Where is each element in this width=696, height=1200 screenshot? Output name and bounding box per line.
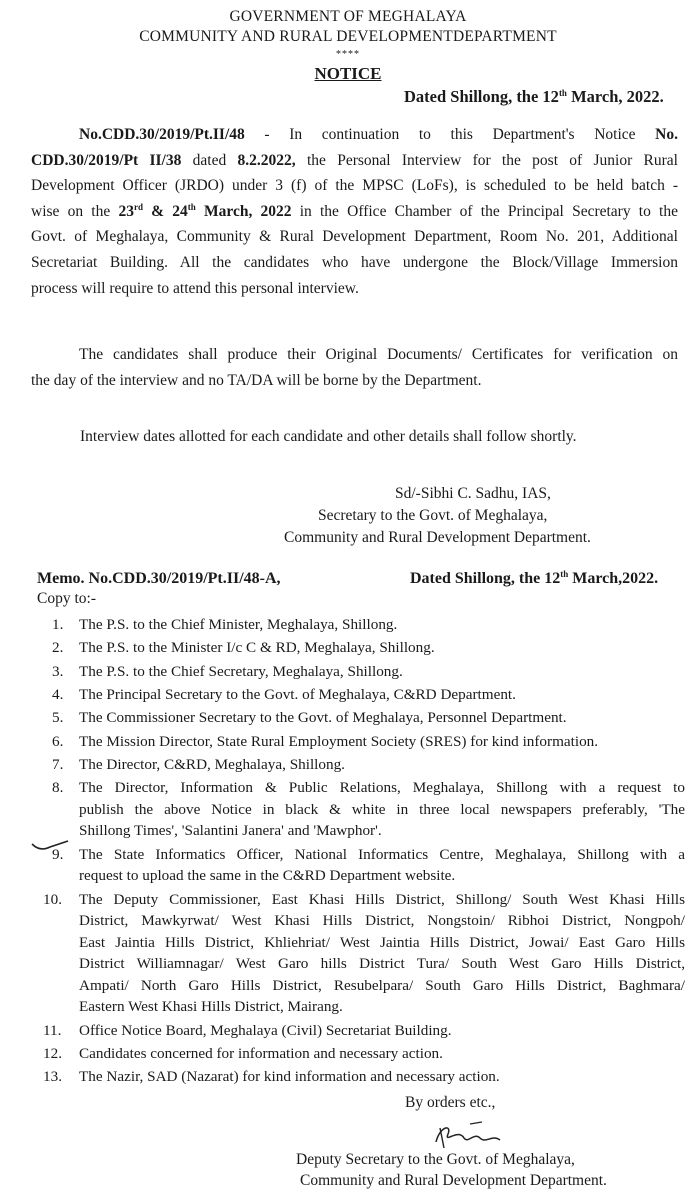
department-title: COMMUNITY AND RURAL DEVELOPMENTDEPARTMENT: [139, 28, 557, 45]
copy-list-text: The Principal Secretary to the Govt. of Meghalaya, C&RD Department.: [79, 685, 516, 703]
copy-list-number: 3.: [52, 662, 64, 680]
copy-list-text: The P.S. to the Chief Secretary, Meghalaya, Shillong.: [79, 662, 403, 680]
government-title: GOVERNMENT OF MEGHALAYA: [229, 8, 467, 25]
copy-to-label: Copy to:-: [37, 590, 96, 607]
memo-date: Dated Shillong, the 12th March,2022.: [410, 569, 659, 587]
copy-list-number: 1.: [52, 616, 64, 633]
copy-list-text: The Director, Information & Public Relations, Meghalaya, Shillong with a request to: [79, 779, 685, 797]
copy-list-number: 5.: [52, 709, 64, 727]
copy-list-text: The Nazir, SAD (Nazarat) for kind information and necessary action.: [79, 1068, 500, 1086]
copy-list-number: 12.: [43, 1045, 62, 1063]
copy-list-text: The Director, C&RD, Meghalaya, Shillong.: [79, 755, 345, 773]
deputy-title: Deputy Secretary to the Govt. of Meghalaya,: [296, 1151, 575, 1168]
handwritten-signature: [430, 1118, 520, 1152]
copy-list-text: East Jaintia Hills District, Khliehriat/ West Jaintia Hills District, Jowai/ East Garo Hills: [79, 933, 685, 951]
notice-paragraph-1: No.CDD.30/2019/Pt.II/48 - In continuation to this Department's Notice No. CDD.30/2019/Pt II/38 dated 8.2.2022, the Personal Interview for the post of Junior Rural Development Officer (JRDO) under 3 (f) of the MPSC (LoFs), is scheduled to be held batch - wise on the 23rd & 24th March, 2022 in the Office Chamber of the Principal Secretary to the Govt. of Meghalaya, Community & Rural Development Department, Room No. 201, Additional Secretariat Building. All the candidates who have undergone the Block/Village Immersion process will require to attend this personal interview.: [31, 126, 678, 297]
copy-list-text: publish the above Notice in black & white in three local newspapers preferably, 'The: [79, 800, 685, 818]
copy-list-text: District Williamnagar/ West Garo hills District Tura/ South West Garo Hills District,: [79, 955, 685, 973]
copy-list-number: 13.: [43, 1068, 62, 1086]
copy-list-text: Office Notice Board, Meghalaya (Civil) Secretariat Building.: [79, 1021, 452, 1039]
signatory-department: Community and Rural Development Department.: [284, 529, 591, 546]
copy-list-number: 8.: [52, 779, 64, 797]
copy-list-number: 2.: [52, 639, 64, 657]
copy-list-text: The P.S. to the Minister I/c C & RD, Meghalaya, Shillong.: [79, 639, 435, 657]
header-stars: ****: [336, 49, 360, 60]
copy-list-number: 10.: [43, 890, 62, 908]
copy-list-text: Shillong Times', 'Salantini Janera' and 'Mawphor'.: [79, 822, 382, 840]
copy-list-text: The P.S. to the Chief Minister, Meghalaya, Shillong.: [79, 616, 398, 633]
copy-list-number: 11.: [43, 1021, 62, 1039]
copy-list-text: Eastern West Khasi Hills District, Mairang.: [79, 998, 343, 1016]
notice-date: Dated Shillong, the 12th March, 2022.: [404, 87, 664, 106]
copy-list-text: The Mission Director, State Rural Employment Society (SRES) for kind information.: [79, 732, 599, 750]
copy-list-number: 6.: [52, 732, 64, 750]
copy-list-number: 4.: [52, 685, 64, 703]
by-orders-text: By orders etc.,: [405, 1094, 496, 1111]
copy-list-number: 7.: [52, 755, 64, 773]
notice-heading: NOTICE: [314, 64, 382, 83]
signatory-name: Sd/-Sibhi C. Sadhu, IAS,: [395, 485, 551, 502]
copy-list-text: Ampati/ North Garo Hills District, Resubelpara/ South Garo Hills District, Baghmara/: [79, 976, 685, 994]
copy-list-text: request to upload the same in the C&RD Department website.: [79, 867, 456, 885]
memo-reference: Memo. No.CDD.30/2019/Pt.II/48-A,: [37, 570, 281, 587]
copy-list-text: District, Mawkyrwat/ West Khasi Hills District, Nongstoin/ Ribhoi District, Nongpoh/: [79, 912, 685, 930]
notice-paragraph-2: The candidates shall produce their Original Documents/ Certificates for verification on the day of the interview and no TA/DA will be borne by the Department.: [31, 346, 678, 389]
copy-list-text: The Deputy Commissioner, East Khasi Hills District, Shillong/ South West Khasi Hills: [79, 890, 685, 908]
copy-list-text: The Commissioner Secretary to the Govt. of Meghalaya, Personnel Department.: [79, 709, 567, 727]
notice-paragraph-3: Interview dates allotted for each candidate and other details shall follow shortly.: [80, 428, 577, 445]
tick-mark: [30, 838, 70, 852]
copy-list-number: 9.: [52, 845, 64, 863]
copy-list-text: Candidates concerned for information and necessary action.: [79, 1045, 443, 1063]
copy-list-text: The State Informatics Officer, National Informatics Centre, Meghalaya, Shillong with a: [79, 845, 685, 863]
signatory-title: Secretary to the Govt. of Meghalaya,: [318, 507, 548, 524]
deputy-department: Community and Rural Development Department.: [300, 1172, 607, 1189]
